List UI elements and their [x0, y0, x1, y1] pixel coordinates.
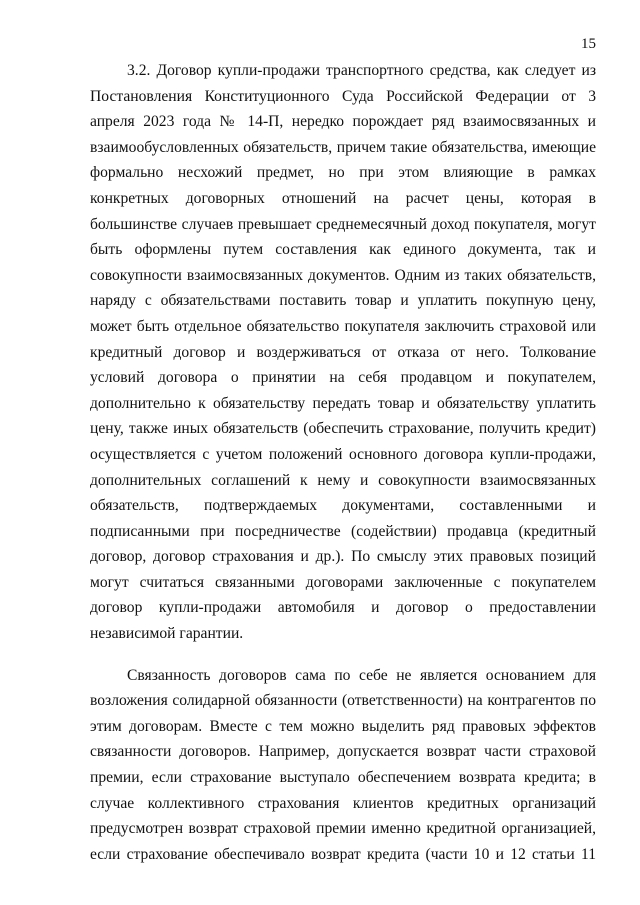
text-line: Постановления Конституционного Суда Российской Федерации от 3 [90, 87, 596, 105]
text-line: подписанными при посредничестве (содействии) продавца (кредитный [90, 522, 596, 540]
text-line: может быть отдельное обязательство покупателя заключить страховой или [90, 317, 596, 335]
text-line: если страхование обеспечивало возврат кредита (части 10 и 12 статьи 11 [90, 845, 596, 863]
text-line: взаимообусловленных обязательств, причем такие обязательства, имеющие [90, 138, 596, 156]
text-line: Связанность договоров сама по себе не является основанием для [127, 666, 596, 684]
text-line: осуществляется с учетом положений основного договора купли-продажи, [90, 445, 596, 463]
text-line: премии, если страхование выступало обеспечением возврата кредита; в [90, 769, 596, 787]
text-line: формально несхожий предмет, но при этом влияющие в рамках [90, 164, 596, 182]
text-line: этим договорам. Вместе с тем можно выделить ряд правовых эффектов [90, 717, 596, 735]
text-line: 3.2. Договор купли-продажи транспортного средства, как следует из [127, 62, 596, 79]
text-line: возложения солидарной обязанности (ответственности) на контрагентов по [90, 692, 596, 710]
text-line: конкретных договорных отношений на расчет цены, которая в [90, 189, 596, 207]
text-line: дополнительно к обязательству передать товар и обязательству уплатить [90, 394, 596, 412]
text-line: условий договора о принятии на себя продавцом и покупателем, [90, 369, 596, 387]
text-line: могут считаться связанными договорами заключенные с покупателем [90, 573, 596, 591]
text-line: договор, договор страхования и др.). По смыслу этих правовых позиций [90, 548, 596, 566]
text-line: большинстве случаев превышает среднемесячный доход покупателя, могут [90, 215, 596, 233]
text-line: независимой гарантии. [90, 625, 244, 643]
text-line: кредитный договор и воздерживаться от отказа от него. Толкование [90, 343, 596, 361]
text-line: апреля 2023 года № 14-П, нередко порождает ряд взаимосвязанных и [90, 113, 596, 131]
paragraph-1 [90, 58, 596, 647]
paragraph-2 [90, 663, 596, 868]
text-line: совокупности взаимосвязанных документов. Одним из таких обязательств, [90, 266, 596, 284]
text-line: обязательств, подтверждаемых документами, составленными и [90, 497, 596, 515]
text-line: дополнительных соглашений к нему и совокупности взаимосвязанных [90, 471, 596, 489]
text-line: цену, также иных обязательств (обеспечить страхование, получить кредит) [90, 420, 596, 438]
text-line: договор купли-продажи автомобиля и договор о предоставлении [90, 599, 596, 617]
document-body [90, 58, 596, 867]
paragraph-spacing [90, 647, 596, 663]
page-number: 15 [581, 36, 596, 52]
text-line: быть оформлены путем составления как единого документа, так и [90, 241, 596, 259]
text-line: предусмотрен возврат страховой премии именно кредитной организацией, [90, 820, 596, 838]
text-line: случае коллективного страхования клиентов кредитных организаций [90, 794, 596, 812]
text-line: наряду с обязательствами поставить товар и уплатить покупную цену, [90, 292, 596, 310]
text-line: связанности договоров. Например, допускается возврат части страховой [90, 743, 596, 761]
